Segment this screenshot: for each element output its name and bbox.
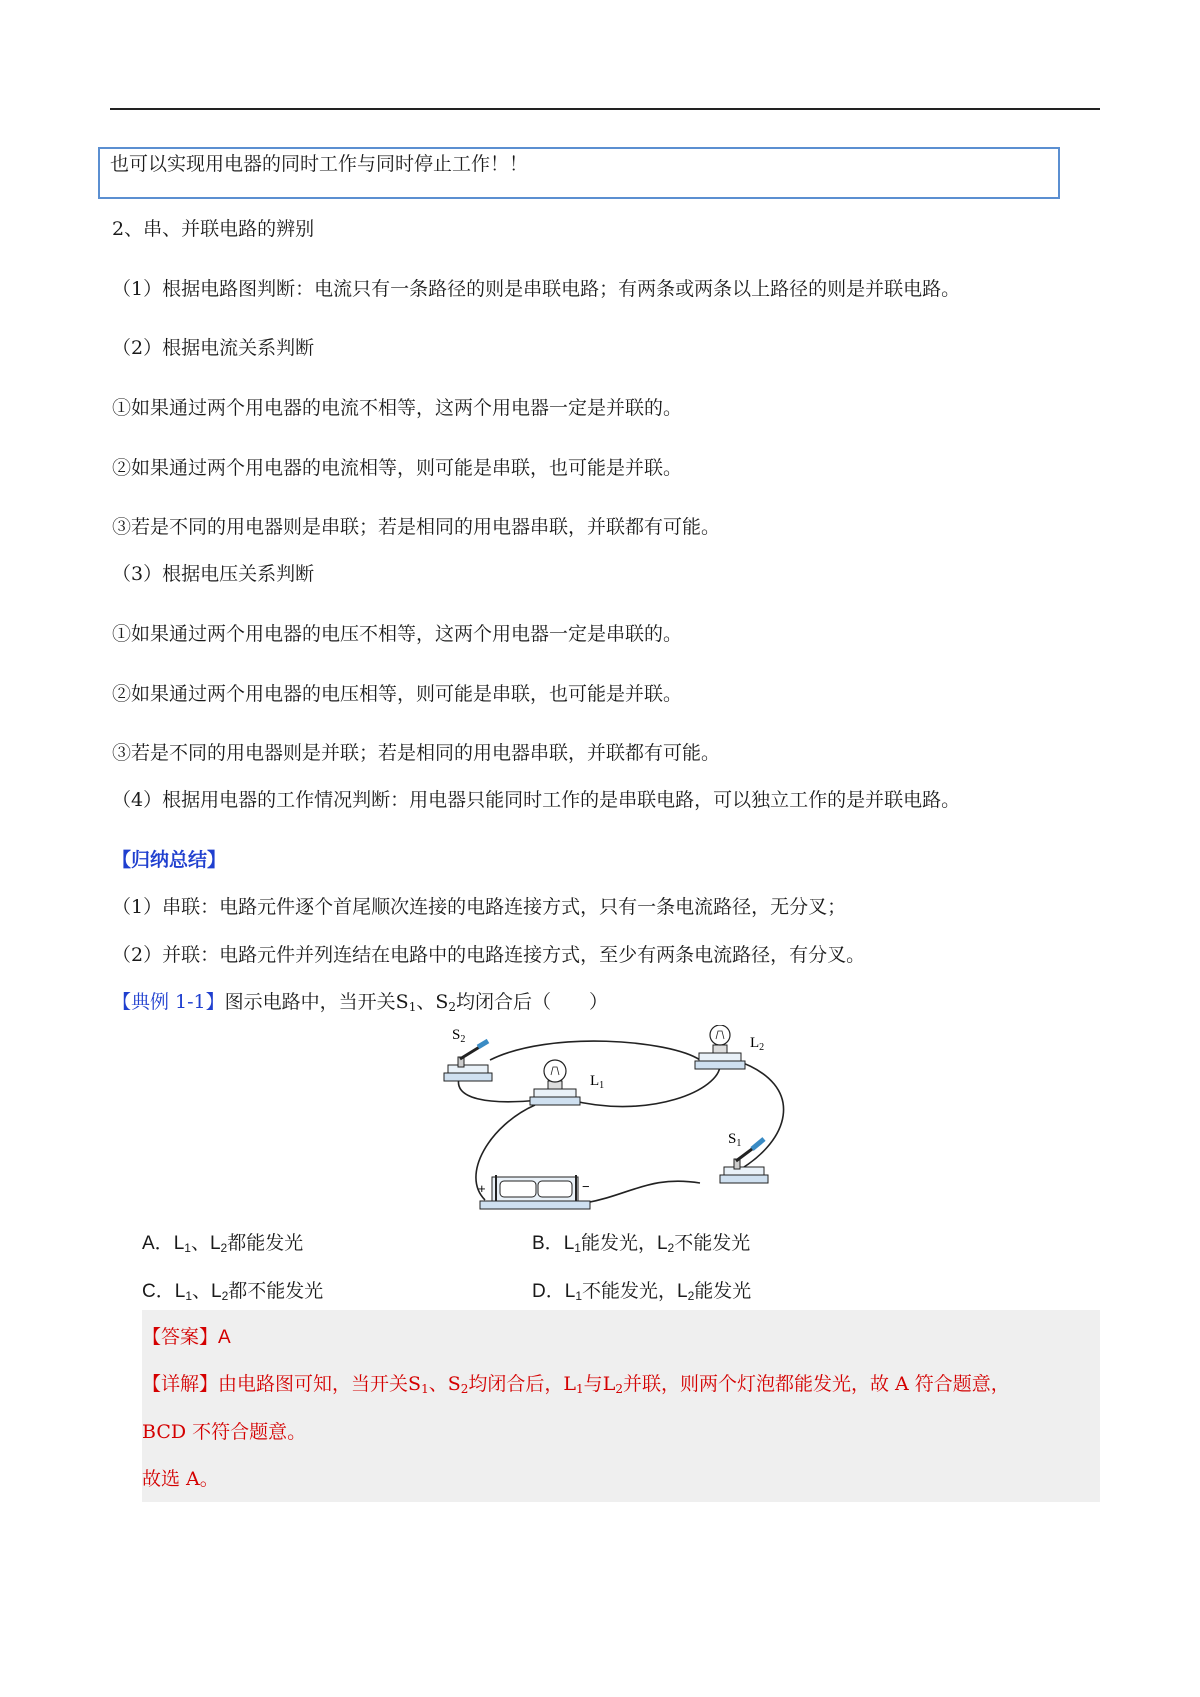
option-b[interactable]: B．$L_1$能发光，$L_2$不能发光 — [532, 1232, 751, 1255]
rule-line-10: （4）根据用电器的工作情况判断：用电器只能同时工作的是串联电路，可以独立工作的是并联电路。 — [112, 789, 961, 811]
circuit-diagram — [430, 1025, 830, 1213]
rule-line-1: （1）根据电路图判断：电流只有一条路径的则是串联电路；有两条或两条以上路径的则是并联电路。 — [112, 278, 961, 300]
switch-s2-icon — [444, 1041, 492, 1081]
header-rule — [110, 108, 1100, 110]
answer-line: 【答案】A — [142, 1326, 231, 1348]
section-heading: 2、串、并联电路的辨别 — [112, 218, 315, 240]
example-question: 【典例 1-1】图示电路中，当开关$S_1$、$S_2$均闭合后（ ） — [112, 991, 609, 1014]
rule-line-9: ③若是不同的用电器则是并联；若是相同的用电器串联，并联都有可能。 — [112, 742, 721, 764]
rule-line-2: （2）根据电流关系判断 — [112, 337, 315, 359]
example-tag: 【典例 1-1】 — [112, 991, 225, 1013]
label-s1: $S_1$ — [728, 1131, 742, 1149]
detail-line-2: BCD 不符合题意。 — [142, 1421, 307, 1443]
detail-line-1: 【详解】由电路图可知，当开关$S_1$、$S_2$均闭合后，$L_1$与$L_2$并联，则两个灯泡都能发光，故 A 符合题意， — [142, 1373, 1010, 1396]
highlight-box-text: 也可以实现用电器的同时工作与同时停止工作！！ — [110, 153, 529, 175]
option-a[interactable]: A．$L_1$、$L_2$都能发光 — [142, 1232, 304, 1255]
summary-item-2: （2）并联：电路元件并列连结在电路中的电路连接方式，至少有两条电流路径，有分叉。 — [112, 944, 866, 966]
battery-icon — [480, 1175, 590, 1209]
bulb-l1-icon — [530, 1060, 580, 1105]
rule-line-3: ①如果通过两个用电器的电流不相等，这两个用电器一定是并联的。 — [112, 397, 683, 419]
rule-line-7: ①如果通过两个用电器的电压不相等，这两个用电器一定是串联的。 — [112, 623, 683, 645]
battery-minus-label: − — [582, 1179, 590, 1194]
rule-line-6: （3）根据电压关系判断 — [112, 563, 315, 585]
rule-line-4: ②如果通过两个用电器的电流相等，则可能是串联，也可能是并联。 — [112, 457, 683, 479]
answer-panel — [142, 1310, 1100, 1502]
summary-item-1: （1）串联：电路元件逐个首尾顺次连接的电路连接方式，只有一条电流路径，无分叉； — [112, 896, 847, 918]
option-d[interactable]: D．$L_1$不能发光，$L_2$能发光 — [532, 1280, 752, 1303]
label-s2: $S_2$ — [452, 1027, 466, 1045]
bulb-l2-icon — [695, 1025, 745, 1069]
option-c[interactable]: C．$L_1$、$L_2$都不能发光 — [142, 1280, 324, 1303]
battery-plus-label: + — [478, 1181, 486, 1196]
summary-title: 【归纳总结】 — [112, 849, 227, 871]
final-answer-line: 故选 A。 — [142, 1468, 219, 1490]
rule-line-8: ②如果通过两个用电器的电压相等，则可能是串联，也可能是并联。 — [112, 683, 683, 705]
rule-line-5: ③若是不同的用电器则是串联；若是相同的用电器串联，并联都有可能。 — [112, 516, 721, 538]
label-l2: $L_2$ — [750, 1035, 765, 1053]
label-l1: $L_1$ — [590, 1073, 605, 1091]
